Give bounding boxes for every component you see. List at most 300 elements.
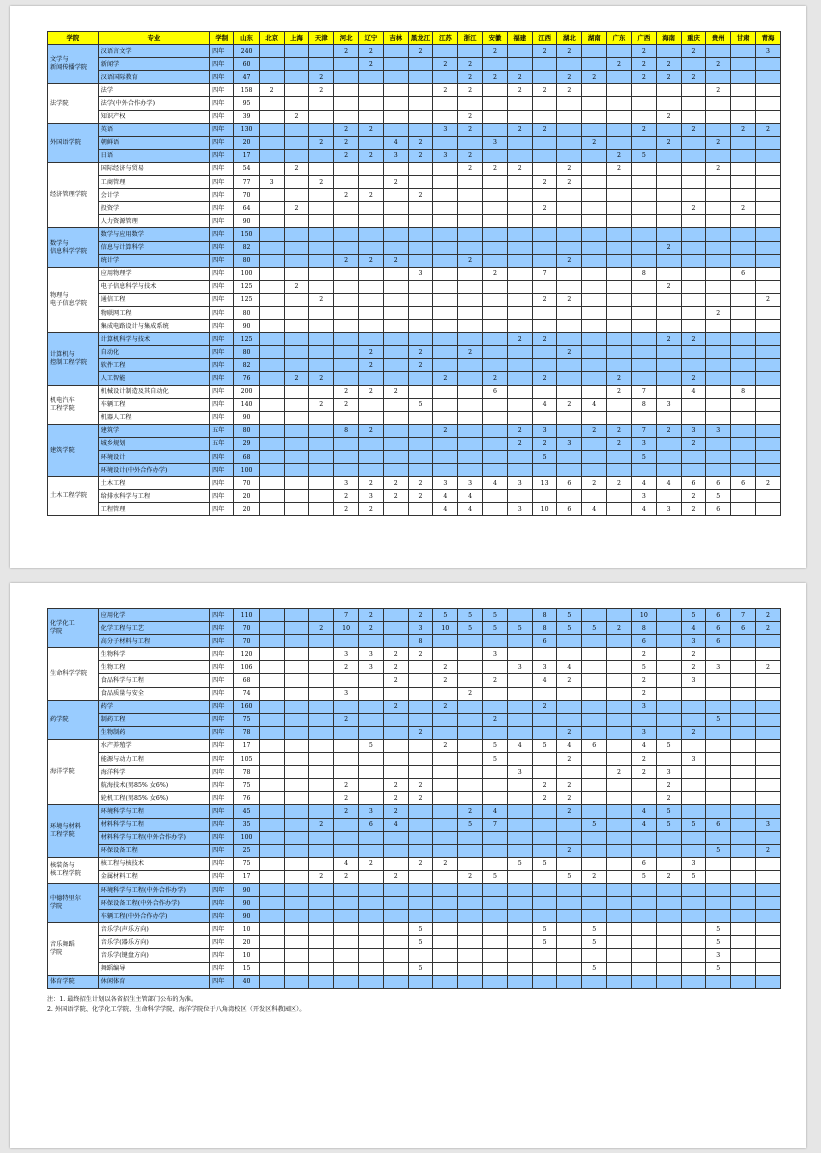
quota-cell [755, 883, 780, 896]
major-cell: 投资学 [98, 202, 209, 215]
quota-cell [334, 71, 359, 84]
quota-cell [507, 45, 532, 58]
quota-cell [631, 320, 656, 333]
quota-cell [731, 503, 756, 516]
quota-cell [755, 333, 780, 346]
quota-cell [631, 975, 656, 988]
quota-cell [284, 805, 309, 818]
quota-cell [458, 753, 483, 766]
quota-cell [656, 726, 681, 739]
quota-cell [433, 306, 458, 319]
quota-cell [383, 962, 408, 975]
enrollment-table-page2 [47, 608, 781, 989]
quota-cell [358, 726, 383, 739]
quota-cell [433, 241, 458, 254]
quota-cell [383, 897, 408, 910]
quota-cell [582, 202, 607, 215]
major-cell: 能源与动力工程 [98, 753, 209, 766]
table-row [48, 897, 781, 910]
quota-cell [358, 635, 383, 648]
quota-cell [731, 635, 756, 648]
quota-cell [284, 215, 309, 228]
quota-cell [259, 437, 284, 450]
quota-cell: 3 [358, 490, 383, 503]
table-row [48, 739, 781, 752]
quota-cell [383, 726, 408, 739]
quota-cell [557, 149, 582, 162]
quota-cell: 2 [358, 45, 383, 58]
quota-cell [656, 910, 681, 923]
table-row [48, 622, 781, 635]
college-cell: 核装备与 核工程学院 [48, 857, 99, 883]
quota-cell: 82 [234, 359, 259, 372]
quota-cell [458, 766, 483, 779]
college-cell: 环境与材料 工程学院 [48, 805, 99, 857]
quota-cell [706, 228, 731, 241]
quota-cell [532, 254, 557, 267]
quota-cell: 130 [234, 123, 259, 136]
quota-cell: 2 [607, 424, 632, 437]
quota-cell: 2 [656, 333, 681, 346]
quota-cell [383, 910, 408, 923]
quota-cell [259, 923, 284, 936]
quota-cell [557, 923, 582, 936]
quota-cell [383, 110, 408, 123]
quota-cell [458, 267, 483, 280]
quota-cell: 2 [334, 189, 359, 202]
major-cell: 城乡规划 [98, 437, 209, 450]
quota-cell [681, 228, 706, 241]
quota-cell [582, 437, 607, 450]
quota-cell [681, 306, 706, 319]
quota-cell: 2 [656, 136, 681, 149]
table-row [48, 792, 781, 805]
quota-cell [607, 320, 632, 333]
quota-cell [458, 372, 483, 385]
duration-cell: 四年 [210, 398, 234, 411]
quota-cell: 2 [557, 293, 582, 306]
quota-cell: 8 [408, 635, 433, 648]
quota-cell: 2 [507, 84, 532, 97]
quota-cell [557, 857, 582, 870]
quota-cell: 2 [557, 844, 582, 857]
quota-cell: 240 [234, 45, 259, 58]
quota-cell [731, 713, 756, 726]
quota-cell: 6 [706, 635, 731, 648]
quota-cell [755, 346, 780, 359]
quota-cell: 2 [309, 84, 334, 97]
quota-cell [656, 149, 681, 162]
quota-cell [582, 215, 607, 228]
quota-cell [408, 97, 433, 110]
major-cell: 汉语国际教育 [98, 71, 209, 84]
quota-cell [309, 320, 334, 333]
quota-cell [507, 359, 532, 372]
quota-cell: 2 [755, 622, 780, 635]
duration-cell: 四年 [210, 359, 234, 372]
quota-cell [532, 97, 557, 110]
college-cell: 药学院 [48, 700, 99, 739]
quota-cell [706, 648, 731, 661]
quota-cell [607, 176, 632, 189]
quota-cell [408, 280, 433, 293]
duration-cell: 四年 [210, 477, 234, 490]
quota-cell [507, 241, 532, 254]
duration-cell: 四年 [210, 267, 234, 280]
quota-cell [408, 241, 433, 254]
quota-cell [383, 359, 408, 372]
quota-cell: 5 [358, 739, 383, 752]
quota-cell [334, 831, 359, 844]
quota-cell [656, 897, 681, 910]
quota-cell: 4 [557, 739, 582, 752]
quota-cell [607, 293, 632, 306]
quota-cell [408, 818, 433, 831]
quota-cell: 5 [557, 870, 582, 883]
quota-cell [483, 202, 508, 215]
quota-cell [433, 293, 458, 306]
quota-cell [656, 215, 681, 228]
quota-cell: 2 [309, 71, 334, 84]
quota-cell [309, 241, 334, 254]
quota-cell: 3 [358, 661, 383, 674]
quota-cell [557, 648, 582, 661]
quota-cell [582, 254, 607, 267]
table-row [48, 97, 781, 110]
quota-cell [309, 687, 334, 700]
quota-cell: 2 [334, 123, 359, 136]
quota-cell [383, 346, 408, 359]
quota-cell [631, 254, 656, 267]
quota-cell [755, 215, 780, 228]
quota-cell: 5 [631, 870, 656, 883]
quota-cell [706, 857, 731, 870]
quota-cell [755, 359, 780, 372]
major-cell: 环境科学与工程(中外合作办学) [98, 883, 209, 896]
duration-cell: 四年 [210, 910, 234, 923]
quota-cell [681, 936, 706, 949]
quota-cell: 2 [458, 149, 483, 162]
quota-cell [631, 910, 656, 923]
quota-cell [309, 753, 334, 766]
quota-cell [631, 202, 656, 215]
quota-cell [483, 949, 508, 962]
quota-cell [607, 818, 632, 831]
duration-cell: 四年 [210, 726, 234, 739]
quota-cell [334, 700, 359, 713]
major-cell: 车辆工程(中外合作办学) [98, 910, 209, 923]
quota-cell [507, 687, 532, 700]
quota-cell [507, 792, 532, 805]
quota-cell: 2 [408, 490, 433, 503]
quota-cell [433, 110, 458, 123]
quota-cell [607, 739, 632, 752]
quota-cell [607, 411, 632, 424]
quota-cell: 6 [681, 477, 706, 490]
quota-cell: 2 [681, 726, 706, 739]
quota-cell [458, 411, 483, 424]
quota-cell [507, 962, 532, 975]
quota-cell [309, 490, 334, 503]
quota-cell: 2 [607, 162, 632, 175]
duration-cell: 四年 [210, 739, 234, 752]
quota-cell [259, 293, 284, 306]
quota-cell: 2 [284, 280, 309, 293]
quota-cell [433, 897, 458, 910]
quota-cell: 2 [458, 110, 483, 123]
quota-cell [532, 883, 557, 896]
quota-cell [259, 818, 284, 831]
quota-cell [284, 609, 309, 622]
quota-cell [433, 975, 458, 988]
quota-cell [309, 609, 334, 622]
quota-cell [755, 149, 780, 162]
quota-cell [731, 359, 756, 372]
duration-cell: 四年 [210, 215, 234, 228]
quota-cell [309, 910, 334, 923]
quota-cell [284, 713, 309, 726]
duration-cell: 四年 [210, 280, 234, 293]
quota-cell [259, 962, 284, 975]
quota-cell [458, 779, 483, 792]
table-row [48, 162, 781, 175]
quota-cell [433, 883, 458, 896]
quota-cell [383, 831, 408, 844]
quota-cell: 2 [383, 176, 408, 189]
college-cell: 文学与 新闻传播学院 [48, 45, 99, 84]
quota-cell: 2 [358, 149, 383, 162]
major-cell: 生物科学 [98, 648, 209, 661]
quota-cell: 78 [234, 726, 259, 739]
quota-cell [483, 936, 508, 949]
quota-cell: 2 [383, 385, 408, 398]
quota-cell [607, 123, 632, 136]
quota-cell [284, 149, 309, 162]
quota-cell: 5 [656, 739, 681, 752]
quota-cell [309, 451, 334, 464]
quota-cell [408, 254, 433, 267]
quota-cell: 140 [234, 398, 259, 411]
quota-cell [532, 189, 557, 202]
quota-cell [408, 411, 433, 424]
quota-cell: 2 [334, 149, 359, 162]
quota-cell: 5 [706, 713, 731, 726]
quota-cell: 2 [433, 372, 458, 385]
quota-cell [706, 215, 731, 228]
enrollment-table-page1 [47, 31, 781, 516]
quota-cell [607, 228, 632, 241]
quota-cell [755, 753, 780, 766]
quota-cell [383, 189, 408, 202]
quota-cell [755, 713, 780, 726]
quota-cell [433, 753, 458, 766]
quota-cell: 2 [557, 71, 582, 84]
quota-cell [483, 503, 508, 516]
quota-cell [656, 635, 681, 648]
quota-cell [259, 936, 284, 949]
quota-cell [607, 726, 632, 739]
major-cell: 通信工程 [98, 293, 209, 306]
quota-cell: 2 [507, 162, 532, 175]
quota-cell [433, 779, 458, 792]
major-cell: 食品科学与工程 [98, 674, 209, 687]
quota-cell [259, 805, 284, 818]
quota-cell [755, 306, 780, 319]
quota-cell [706, 910, 731, 923]
quota-cell [334, 726, 359, 739]
quota-cell [284, 241, 309, 254]
quota-cell [309, 437, 334, 450]
quota-cell [358, 897, 383, 910]
quota-cell [582, 661, 607, 674]
quota-cell [731, 136, 756, 149]
quota-cell: 5 [631, 149, 656, 162]
quota-cell [383, 97, 408, 110]
quota-cell: 82 [234, 241, 259, 254]
quota-cell [458, 936, 483, 949]
quota-cell [706, 674, 731, 687]
quota-cell: 5 [681, 818, 706, 831]
quota-cell: 2 [755, 293, 780, 306]
quota-cell: 10 [234, 923, 259, 936]
quota-cell [408, 437, 433, 450]
quota-cell [383, 228, 408, 241]
quota-cell [755, 503, 780, 516]
major-cell: 知识产权 [98, 110, 209, 123]
quota-cell [681, 831, 706, 844]
quota-cell: 60 [234, 58, 259, 71]
quota-cell [284, 700, 309, 713]
quota-cell [433, 687, 458, 700]
quota-cell [483, 700, 508, 713]
quota-cell: 2 [458, 162, 483, 175]
quota-cell [631, 372, 656, 385]
duration-cell: 四年 [210, 831, 234, 844]
quota-cell [731, 949, 756, 962]
quota-cell [656, 162, 681, 175]
quota-cell: 4 [557, 661, 582, 674]
quota-cell: 2 [557, 805, 582, 818]
quota-cell [483, 333, 508, 346]
quota-cell: 2 [433, 739, 458, 752]
quota-cell [731, 176, 756, 189]
table-row [48, 228, 781, 241]
quota-cell [731, 149, 756, 162]
quota-cell [731, 674, 756, 687]
quota-cell [408, 333, 433, 346]
quota-cell [507, 975, 532, 988]
quota-cell [557, 936, 582, 949]
quota-cell [731, 726, 756, 739]
duration-cell: 四年 [210, 883, 234, 896]
quota-cell [358, 228, 383, 241]
quota-cell [557, 372, 582, 385]
quota-cell [383, 267, 408, 280]
quota-cell [483, 84, 508, 97]
quota-cell [656, 84, 681, 97]
quota-cell [532, 831, 557, 844]
table-row [48, 372, 781, 385]
quota-cell [582, 346, 607, 359]
duration-cell: 四年 [210, 372, 234, 385]
quota-cell: 4 [532, 674, 557, 687]
quota-cell [582, 674, 607, 687]
quota-cell [259, 333, 284, 346]
quota-cell: 5 [408, 962, 433, 975]
quota-cell: 5 [706, 844, 731, 857]
quota-cell: 5 [557, 622, 582, 635]
quota-cell [458, 385, 483, 398]
quota-cell [731, 779, 756, 792]
quota-cell: 2 [433, 661, 458, 674]
quota-cell [557, 897, 582, 910]
quota-cell [507, 97, 532, 110]
quota-cell [681, 267, 706, 280]
header-cell: 北京 [259, 32, 284, 45]
quota-cell [383, 45, 408, 58]
quota-cell [309, 110, 334, 123]
quota-cell: 3 [334, 477, 359, 490]
quota-cell [755, 372, 780, 385]
quota-cell [731, 437, 756, 450]
quota-cell [408, 713, 433, 726]
quota-cell [656, 45, 681, 58]
quota-cell [408, 451, 433, 464]
quota-cell [656, 661, 681, 674]
quota-cell [731, 346, 756, 359]
quota-cell [259, 45, 284, 58]
quota-cell: 8 [532, 609, 557, 622]
quota-cell [507, 58, 532, 71]
quota-cell [582, 241, 607, 254]
quota-cell [259, 739, 284, 752]
quota-cell: 90 [234, 215, 259, 228]
header-cell: 天津 [309, 32, 334, 45]
quota-cell [284, 71, 309, 84]
quota-cell [483, 831, 508, 844]
quota-cell: 3 [681, 674, 706, 687]
quota-cell [433, 910, 458, 923]
quota-cell [334, 962, 359, 975]
quota-cell: 8 [631, 398, 656, 411]
quota-cell [259, 779, 284, 792]
quota-cell [458, 293, 483, 306]
quota-cell: 64 [234, 202, 259, 215]
major-cell: 生物工程 [98, 661, 209, 674]
quota-cell [507, 844, 532, 857]
quota-cell [706, 739, 731, 752]
quota-cell: 68 [234, 674, 259, 687]
quota-cell: 76 [234, 792, 259, 805]
quota-cell [507, 189, 532, 202]
quota-cell [656, 451, 681, 464]
quota-cell [383, 398, 408, 411]
quota-cell [681, 359, 706, 372]
table-row [48, 189, 781, 202]
quota-cell [731, 792, 756, 805]
quota-cell [631, 280, 656, 293]
quota-cell: 2 [433, 700, 458, 713]
quota-cell [731, 661, 756, 674]
table-row [48, 661, 781, 674]
quota-cell: 2 [284, 110, 309, 123]
major-cell: 统计学 [98, 254, 209, 267]
quota-cell [259, 424, 284, 437]
quota-cell [458, 359, 483, 372]
quota-cell [607, 45, 632, 58]
quota-cell [755, 411, 780, 424]
college-cell: 外国语学院 [48, 123, 99, 162]
